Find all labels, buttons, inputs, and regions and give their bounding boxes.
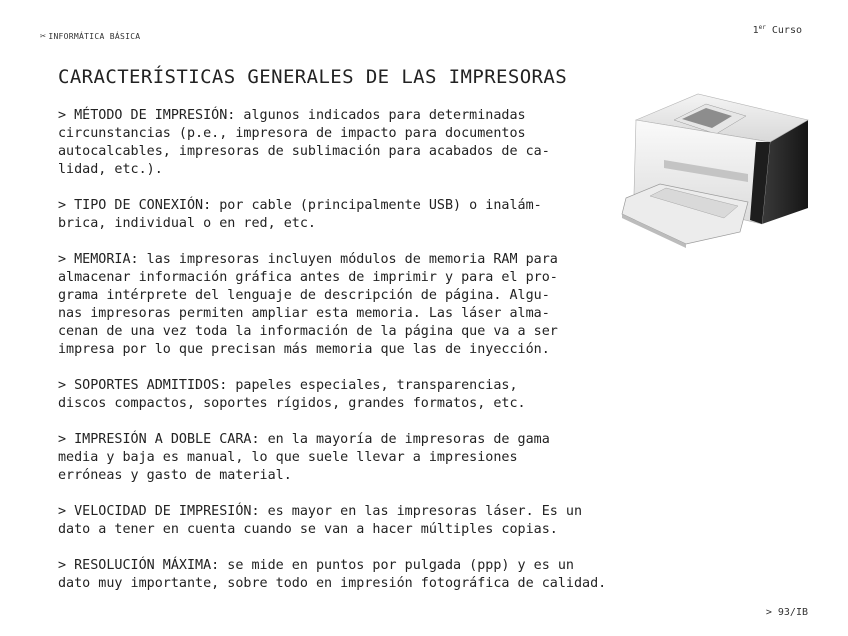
course-word: Curso — [771, 25, 802, 36]
page-title: CARACTERÍSTICAS GENERALES DE LAS IMPRESORAS — [58, 66, 568, 88]
section-header — [40, 31, 140, 42]
page-number: > 93/IB — [765, 607, 808, 618]
paragraph-velocidad: > VELOCIDAD DE IMPRESIÓN: es mayor en las impresoras láser. Es un dato a tener en cuenta cuando se van a hacer múltiples copias. — [58, 504, 583, 537]
course-suffix: er — [758, 24, 766, 31]
paragraph-doble-cara: > IMPRESIÓN A DOBLE CARA: en la mayoría de impresoras de gama media y baja es manual, lo que suele llevar a impresiones erróneas y gasto de material. — [58, 432, 550, 483]
printer-image — [620, 90, 810, 250]
paragraph-conexion: > TIPO DE CONEXIÓN: por cable (principalmente USB) o inalám- brica, individual o en red, etc. — [58, 198, 542, 231]
course-number: 1 — [752, 25, 759, 36]
course-label — [753, 24, 802, 36]
scissors-icon: ✂ — [40, 31, 47, 42]
section-label: INFORMÁTICA BÁSICA — [48, 32, 141, 41]
paragraph-soportes: > SOPORTES ADMITIDOS: papeles especiales, transparencias, discos compactos, soportes rígidos, grandes formatos, etc. — [58, 378, 526, 411]
body-text — [58, 107, 608, 611]
paragraph-memoria: > MEMORIA: las impresoras incluyen módulos de memoria RAM para almacenar información gráfica antes de imprimir y para el pro- grama intérprete del lenguaje de descripción de página. Algu- nas impresoras permiten ampliar esta memoria. Las láser alma- cenan de una vez toda la información de la página que va a ser impresa por lo que precisan más memoria que las de inyección. — [58, 252, 558, 357]
paragraph-metodo: > MÉTODO DE IMPRESIÓN: algunos indicados para determinadas circunstancias (p.e., impresora de impacto para documentos autocalcables, impresoras de sublimación para acabados de ca- lidad, etc.). — [58, 108, 550, 177]
paragraph-resolucion: > RESOLUCIÓN MÁXIMA: se mide en puntos por pulgada (ppp) y es un dato muy importante, sobre todo en impresión fotográfica de calidad. — [58, 558, 607, 591]
